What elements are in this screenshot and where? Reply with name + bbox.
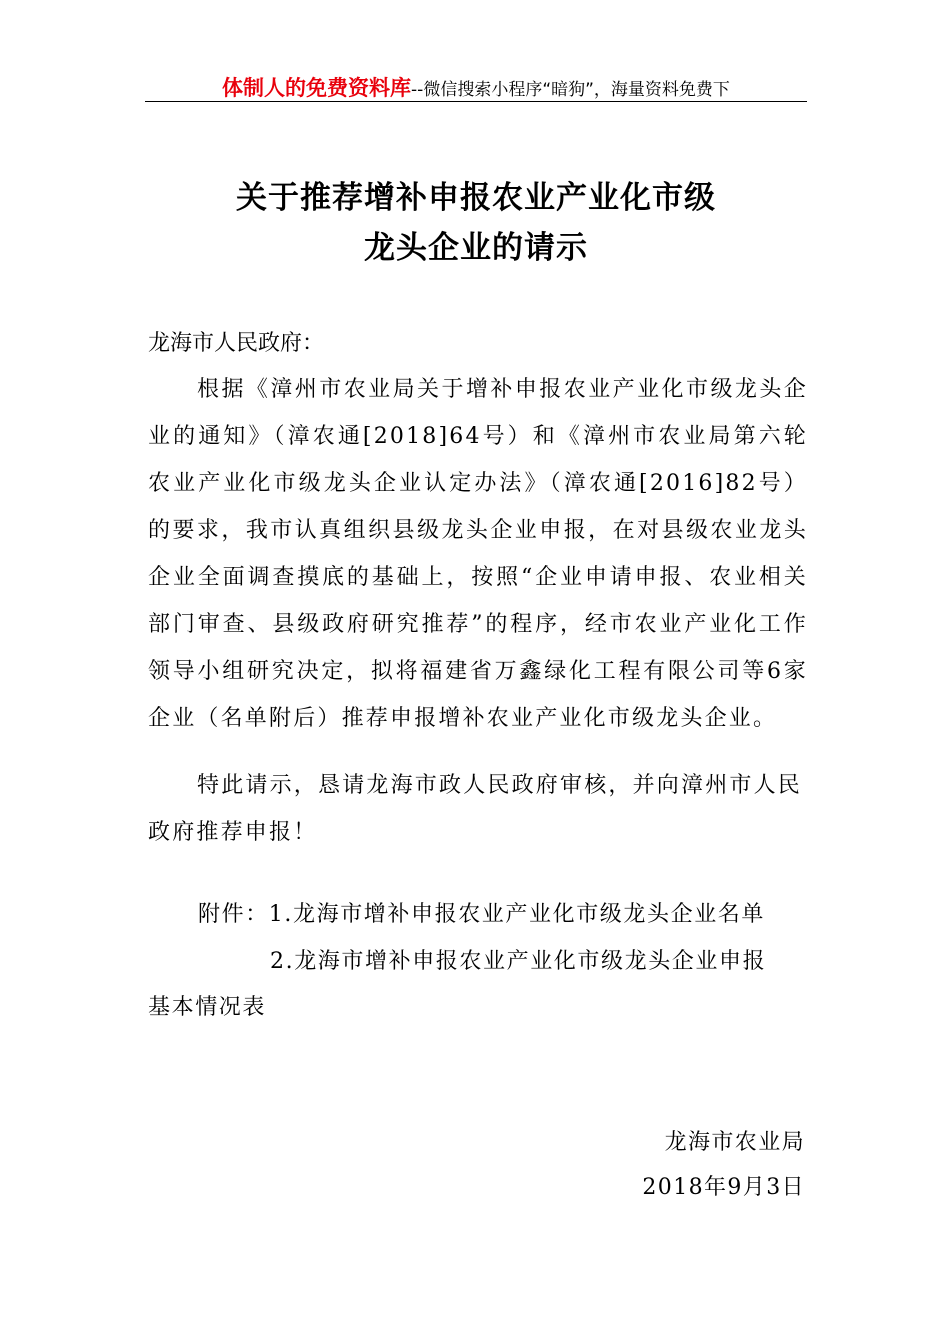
watermark-header: [145, 72, 807, 102]
signature-date: 2018年9月3日: [642, 1175, 805, 1200]
body-paragraph-1: 根据《漳州市农业局关于增补申报农业产业化市级龙头企业的通知》（漳农通[2018]64号）和《漳州市农业局第六轮农业产业化市级龙头企业认定办法》（漳农通[2016]82号）的要求，我市认真组织县级龙头企业申报，在对县级农业龙头企业全面调查摸底的基础上，按照“企业申请申报、农业相关部门审查、县级政府研究推荐”的程序，经市农业产业化工作领导小组研究决定，拟将福建省万鑫绿化工程有限公司等6家企业（名单附后）推荐申报增补农业产业化市级龙头企业。: [148, 377, 808, 731]
attachment-item-2: 2.龙海市增补申报农业产业化市级龙头企业申报: [270, 949, 767, 974]
attachment-item-1: 附件：1.龙海市增补申报农业产业化市级龙头企业名单: [198, 902, 765, 927]
header-divider: [145, 101, 807, 102]
header-red-text: 体制人的免费资料库: [222, 76, 412, 100]
recipient: 龙海市人民政府：: [148, 331, 325, 356]
document-title-line1: 关于推荐增补申报农业产业化市级: [236, 180, 716, 216]
document-title-line2: 龙头企业的请示: [364, 230, 588, 266]
body-paragraph-2: 特此请示，恳请龙海市政人民政府审核，并向漳州市人民政府推荐申报！: [148, 773, 803, 845]
signature-organization: 龙海市农业局: [664, 1130, 805, 1155]
attachment-item-2-continued: 基本情况表: [148, 995, 267, 1020]
header-black-text: --微信搜索小程序“暗狗”，海量资料免费下: [411, 80, 730, 100]
